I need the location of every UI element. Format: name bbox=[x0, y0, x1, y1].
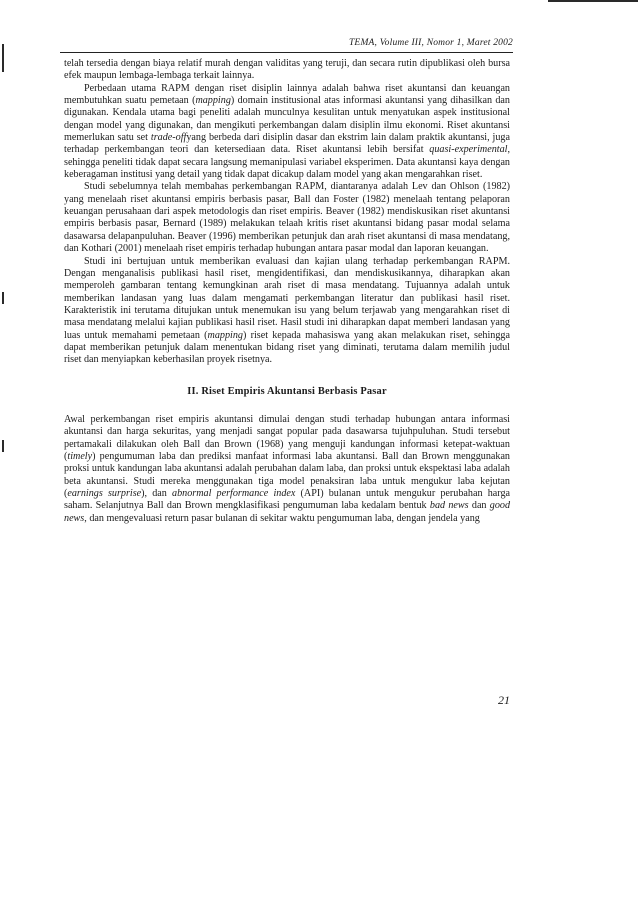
paragraph bbox=[64, 181, 510, 255]
paragraph bbox=[64, 256, 510, 367]
text-run: ) pengumuman laba dan prediksi manfaat informasi laba akuntansi. Ball dan Brown menggunakan proksi untuk kandungan laba akuntansi adalah perubahan dalam laba, dan proksi untuk ekspektasi laba adalah beta akuntansi. Studi mereka menggunakan tiga model penaksiran laba untuk mengukur laba kejutan ( bbox=[64, 450, 510, 499]
scan-edge-mark-top bbox=[548, 0, 638, 2]
text-run: , dan mengevaluasi return pasar bulanan di sekitar waktu pengumuman laba, dengan jendela yang bbox=[84, 512, 480, 524]
running-head: TEMA, Volume III, Nomor 1, Maret 2002 bbox=[348, 38, 513, 48]
text-run: Awal perkembangan riset empiris akuntansi dimulai dengan studi terhadap hubungan antara informasi akuntansi dan harga sekuritas, yang menjadi sangat popular pada dasawarsa tujuhpuluhan. Studi tersebut pertamakali dilakukan oleh Ball dan Brown (1968) yang menguji kandungan informasi ketepat-waktuan ( bbox=[64, 413, 510, 462]
text-run: telah tersedia dengan biaya relatif murah dengan validitas yang teruji, dan secara rutin dipublikasi oleh bursa efek maupun lembaga-lembaga terkait lainnya. bbox=[64, 58, 510, 82]
section-heading: II. Riset Empiris Akuntansi Berbasis Pasar bbox=[187, 385, 387, 397]
italic-term: quasi-experimental bbox=[429, 144, 508, 156]
text-run: ) domain institusional atas informasi akuntansi yang dihasilkan dan digunakan. Kendala utama bagi peneliti adalah munculnya kesulitan untuk menyatukan aspek institusional dengan model yang digunakan, dan mengikuti perkembangan dalam disiplin ilmu ekonomi. Riset akuntansi memerlukan satu set bbox=[64, 95, 510, 144]
page-number: 21 bbox=[498, 693, 510, 707]
scan-edge-mark-left bbox=[2, 292, 4, 304]
italic-term: abnormal performance index bbox=[172, 488, 296, 499]
italic-term: bad news bbox=[429, 500, 469, 512]
italic-term: trade-off bbox=[150, 132, 187, 144]
text-run: Studi sebelumnya telah membahas perkembangan RAPM, diantaranya adalah Lev dan Ohlson (1982) yang menelaah riset akuntansi empiris berbasis pasar, Ball dan Foster (1982) menelaah tentang pelaporan keuangan perusahaan dari aspek metodologis dan riset empiris. Beaver (1982) mendiskusikan riset akuntansi empiris berbasis pasar, Bernard (1989) melakukan telaah kritis riset akuntansi bidang pasar modal selama dasawarsa delapanpuluhan. Beaver (1996) memberikan petunjuk dan arah riset akuntansi di masa mendatang, dan Kothari (2001) menelaah riset empiris terhadap hubungan antara pasar modal dan laporan keuangan. bbox=[64, 181, 510, 255]
paragraph bbox=[64, 414, 510, 525]
italic-term: earnings surprise bbox=[67, 488, 142, 499]
paragraph bbox=[64, 58, 510, 83]
scan-edge-mark-left bbox=[2, 44, 4, 72]
scan-edge-mark-left bbox=[2, 440, 4, 452]
paragraphs-before-section bbox=[64, 58, 510, 367]
text-run: ), dan bbox=[141, 488, 173, 499]
text-run: , sehingga peneliti tidak dapat secara langsung memanipulasi variabel eksperimen. Data akuntansi kaya dengan keberagaman institusi yang detail yang tidak dapat dicakup dalam model yang akan mengarahkan riset. bbox=[64, 144, 510, 181]
article-body bbox=[64, 58, 510, 525]
text-run: (API) bulanan untuk mengukur perubahan harga saham. Selanjutnya Ball dan Brown mengklasifikasi pengumuman laba kedalam bentuk bbox=[64, 488, 510, 512]
text-run: yang berbeda dari disiplin dasar dan ekstrim lain dalam praktik akuntansi, juga terhadap perkembangan teori dan ketersediaan data. Riset akuntansi lebih bersifat bbox=[64, 132, 510, 156]
italic-term: good news bbox=[64, 500, 511, 524]
paragraph bbox=[64, 83, 510, 182]
italic-term: mapping bbox=[207, 329, 243, 341]
text-run: Perbedaan utama RAPM dengan riset disiplin lainnya adalah bahwa riset akuntansi dan keuangan membutuhkan suatu pemetaan ( bbox=[64, 82, 510, 107]
text-run: dan bbox=[468, 500, 490, 512]
text-run: ) riset kepada mahasiswa yang akan melakukan riset, sehingga dapat memberikan petunjuk dalam menentukan bidang riset yang diminati, terutama dalam memilih judul riset dan menyiapkan keberhasilan proyek risetnya. bbox=[64, 329, 510, 366]
header-rule bbox=[60, 52, 513, 53]
italic-term: mapping bbox=[195, 95, 231, 107]
paragraphs-after-section bbox=[64, 414, 510, 525]
text-run: Studi ini bertujuan untuk memberikan evaluasi dan kajian ulang terhadap perkembangan RAPM. Dengan menganalisis publikasi hasil riset, mengidentifikasi, dan mendiskusikannya, diharapkan akan memperoleh gambaran tentang kemungkinan arah riset di masa mendatang. Tujuannya adalah untuk memberikan landasan yang luas dalam mengamati perkembangan literatur dan publikasi hasil riset. Karakteristik ini terutama ditujukan untuk menemukan isu yang belum terjawab yang mengarahkan riset di masa mendatang melalui kajian publikasi hasil riset. Hasil studi ini diharapkan dapat memberi landasan yang luas untuk memahami pemetaan ( bbox=[64, 255, 510, 341]
italic-term: timely bbox=[67, 450, 93, 462]
